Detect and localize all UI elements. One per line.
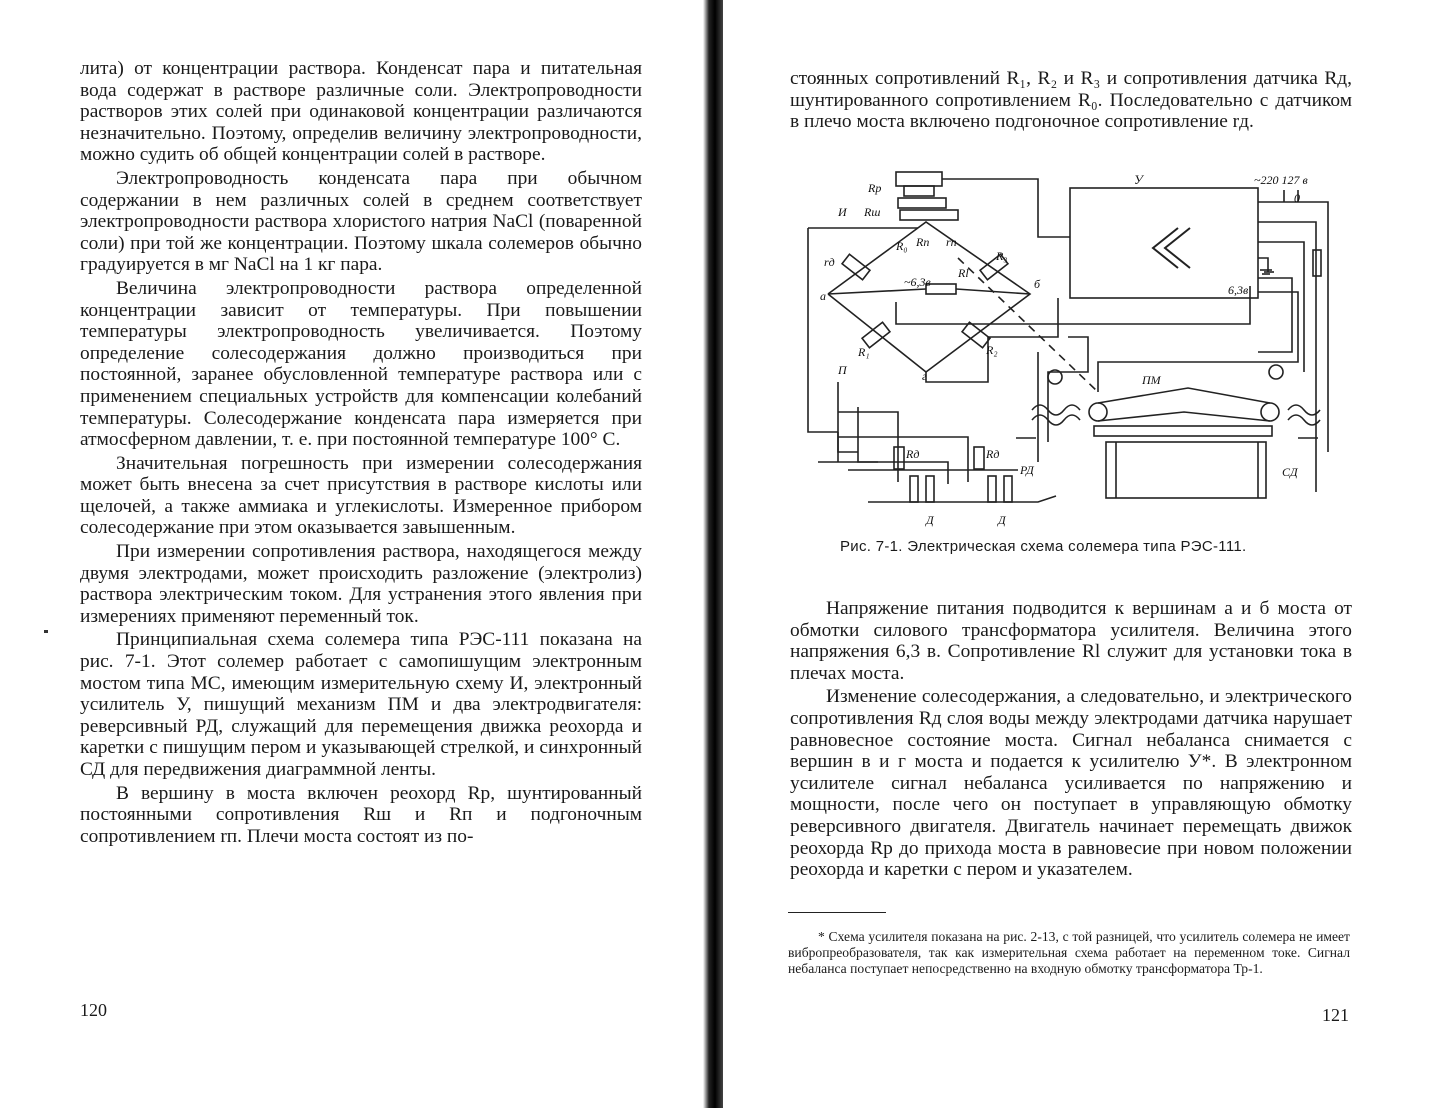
- fig-label: Rl: [958, 266, 969, 280]
- right-page: [722, 0, 1432, 1108]
- fig-label: П: [838, 363, 847, 377]
- right-text-bottom: [790, 596, 1352, 881]
- figure-caption: Рис. 7-1. Электрическая схема солемера типа РЭС-111.: [840, 538, 1247, 555]
- book-gutter: [703, 0, 723, 1108]
- fig-label: б: [1034, 277, 1041, 291]
- fig-label: rд: [824, 255, 835, 269]
- paragraph: Значительная погрешность при измерении солесодержания может быть внесена за счет присутствия в растворе кислоты или щелочей, а также аммиака и углекислоты. Измеренное прибором солесодержание при этом оказывается завышенным.: [80, 452, 642, 539]
- fig-label: Д: [926, 513, 934, 527]
- left-text-column: [80, 58, 642, 847]
- fig-label: 0: [1294, 191, 1300, 205]
- fig-label: Rд: [906, 447, 920, 461]
- fig-label: ПМ: [1142, 373, 1161, 387]
- scan-speck: [44, 630, 48, 633]
- fig-label: Д: [998, 513, 1006, 527]
- footnote-rule: [788, 912, 886, 913]
- fig-label: а: [820, 289, 826, 303]
- fig-label: Rр: [868, 181, 882, 195]
- fig-label: РД: [1020, 463, 1034, 477]
- paragraph: В вершину в моста включен реохорд Rр, шунтированный постоянными сопротивления Rш и Rп и подгоночным сопротивлением rп. Плечи моста состоят из по-: [80, 782, 642, 847]
- fig-label: 6,3в: [1228, 283, 1249, 297]
- page-number: 121: [1322, 1005, 1349, 1025]
- fig-label: Rп: [916, 235, 930, 249]
- fig-label: И: [838, 205, 847, 219]
- fig-label: R₁: [858, 345, 870, 359]
- page-number: 120: [80, 1000, 107, 1020]
- paragraph: лита) от концентрации раствора. Конденсат пара и питательная вода содержат в растворе различные соли. Электропроводности растворов этих солей при одинаковой концентрации различаются незначительно. Поэтому, определив величину электропроводности, можно судить об общей концентрации солей в растворе.: [80, 58, 642, 166]
- fig-label: У: [1134, 172, 1143, 187]
- fig-label: Rш: [864, 205, 881, 219]
- paragraph: Величина электропроводности раствора определенной концентрации зависит от температуры. При повышении температуры электропроводность увеличивается. Поэтому определение солесодержания должно производиться при постоянной, заранее обусловленной температуре раствора или с применением специальных устройств для компенсации колебаний температуры. Солесодержание конденсата пара измеряется при атмосферном давлении, т. е. при постоянной температуре 100° С.: [80, 277, 642, 451]
- amplifier-box: [1070, 188, 1258, 298]
- footnote-text: * Схема усилителя показана на рис. 2-13, с той разницей, что усилитель солемера не имеет вибропреобразователя, так как измерительная схема работает на переменном токе. Сигнал небаланса поступает непосредственно на входную обмотку трансформатора Тр-1.: [788, 929, 1350, 977]
- circuit-diagram: [798, 162, 1348, 534]
- fig-label: R₃: [996, 249, 1008, 263]
- fig-label: СД: [1282, 465, 1298, 479]
- paragraph: Изменение солесодержания, а следовательно, и электрического сопротивления Rд слоя воды между электродами датчика нарушает равновесное состояние моста. Сигнал небаланса снимается с вершин в и г моста и подается к усилителю У*. В электронном усилителе сигнал небаланса усиливается по напряжению и мощности, после чего он поступает в управляющую обмотку реверсивного двигателя. Двигатель начинает перемещать движок реохорда Rр до прихода моста в равновесие при новом положении реохорда и каретки с пером и указателем.: [790, 686, 1352, 881]
- right-text-top: [790, 68, 1352, 133]
- paragraph: Электропроводность конденсата пара при обычном содержании в нем различных солей в среднем соответствует электропроводности раствора хлористого натрия NaCl (поваренной соли) при той же концентрации. Поэтому шкала солемеров обычно градуируется в мг NaCl на 1 кг пара.: [80, 167, 642, 276]
- fig-label: R₂: [986, 343, 998, 357]
- paragraph: Напряжение питания подводится к вершинам а и б моста от обмотки силового трансформатора усилителя. Величина этого напряжения 6,3 в. Сопротивление Rl служит для установки тока в плечах моста.: [790, 598, 1352, 684]
- paragraph: При измерении сопротивления раствора, находящегося между двумя электродами, может происходить разложение (электролиз) раствора электрическим током. Для устранения этого явления при измерениях применяют переменный ток.: [80, 541, 642, 627]
- fig-label: R₀: [896, 239, 908, 253]
- fig-label: Rд: [986, 447, 1000, 461]
- left-page: [0, 0, 706, 1108]
- paragraph: стоянных сопротивлений R₁, R₂ и R₃ и сопротивления датчика Rд, шунтированного сопротивлением R₀. Последовательно с датчиком в плечо моста включено подгоночное сопротивление rд.: [790, 68, 1352, 133]
- paragraph: Принципиальная схема солемера типа РЭС-111 показана на рис. 7-1. Этот солемер работает с самопишущим электронным мостом типа МС, имеющим измерительную схему И, электронный усилитель У, пишущий механизм ПМ и два электродвигателя: реверсивный РД, служащий для перемещения движка реохорда и каретки с пишущим пером и указывающей стрелкой, и синхронный СД для передвижения диаграммной ленты.: [80, 629, 642, 780]
- fig-label: г: [922, 369, 927, 383]
- fig-label: rп: [946, 235, 957, 249]
- fig-label: ~220 127 в: [1254, 173, 1308, 187]
- footnote: [788, 929, 1350, 978]
- fig-label: ~6,3в: [904, 275, 931, 289]
